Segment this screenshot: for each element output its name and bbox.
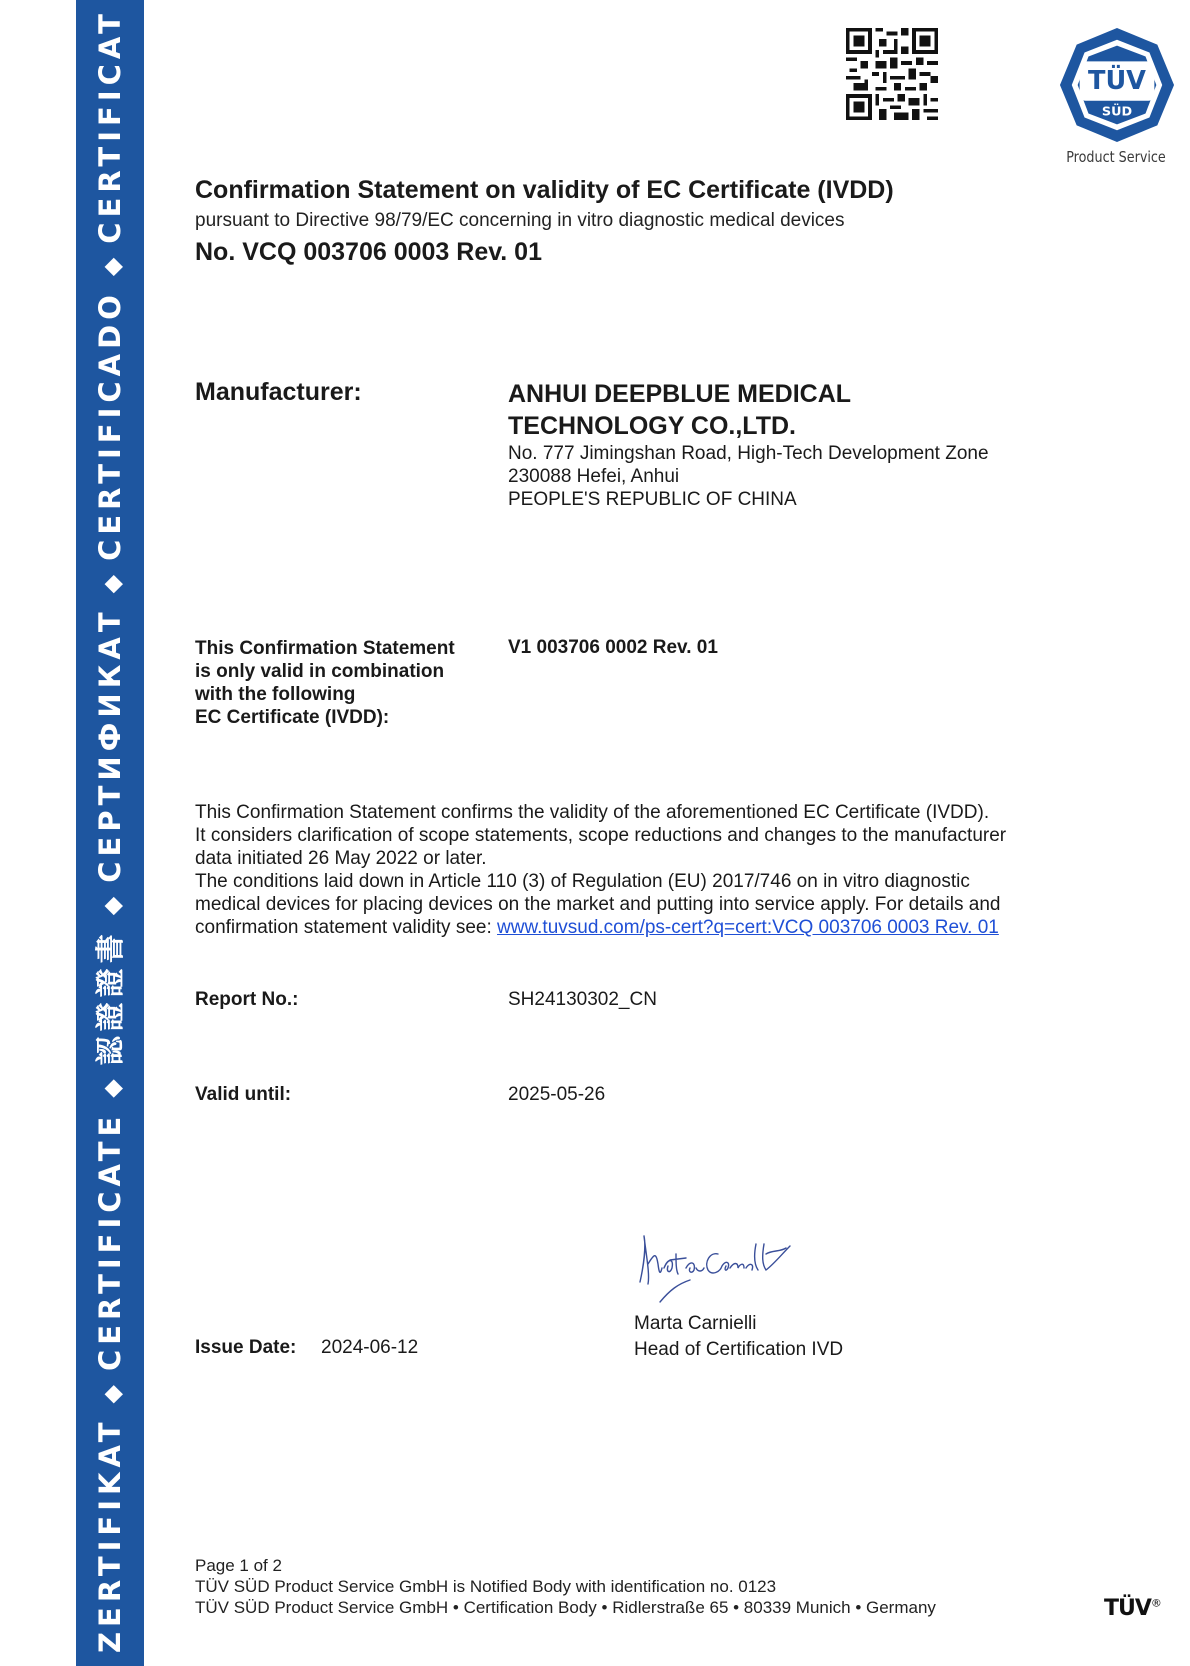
band-separator: ◆	[98, 1385, 126, 1404]
valid-until-value: 2025-05-26	[508, 1084, 606, 1105]
condition-label-line: with the following	[195, 684, 356, 705]
manufacturer-name	[508, 378, 851, 442]
condition-label-line: EC Certificate (IVDD):	[195, 707, 390, 728]
footer-line: TÜV SÜD Product Service GmbH is Notified Body with identification no. 0123	[195, 1577, 777, 1596]
ec-certificate-number: V1 003706 0002 Rev. 01	[508, 637, 718, 658]
tuv-sud-logo	[1058, 26, 1176, 144]
certificate-number: No. VCQ 003706 0003 Rev. 01	[195, 238, 542, 266]
body-line: It considers clarification of scope statements, scope reductions and changes to the manufacturer	[195, 825, 1007, 846]
document-title: Confirmation Statement on validity of EC Certificate (IVDD)	[195, 176, 894, 204]
certificate-validity-link[interactable]: www.tuvsud.com/ps-cert?q=cert:VCQ 003706 0003 Rev. 01	[497, 917, 999, 938]
band-item: CERTIFICATE	[93, 1111, 127, 1372]
condition-label-line: This Confirmation Statement	[195, 638, 455, 659]
page-footer	[195, 1555, 936, 1618]
band-item: CERTIFICAT	[93, 9, 127, 244]
manufacturer-label: Manufacturer:	[195, 378, 362, 406]
condition-label-line: is only valid in combination	[195, 661, 445, 682]
signature	[630, 1224, 800, 1304]
band-item: CERTIFICADO	[93, 290, 127, 561]
report-number-label: Report No.:	[195, 989, 299, 1010]
registered-mark: ®	[1150, 1596, 1161, 1610]
address-line: PEOPLE'S REPUBLIC OF CHINA	[508, 489, 797, 510]
manufacturer-name-line: ANHUI DEEPBLUE MEDICAL	[508, 380, 852, 408]
manufacturer-name-line: TECHNOLOGY CO.,LTD.	[508, 412, 796, 440]
band-separator: ◆	[98, 257, 126, 277]
signer-name: Marta Carnielli	[634, 1313, 757, 1334]
body-line: The conditions laid down in Article 110 (3) of Regulation (EU) 2017/746 on in vitro diagnostic	[195, 871, 970, 892]
body-line-prefix: confirmation statement validity see:	[195, 917, 498, 938]
manufacturer-address	[508, 442, 989, 511]
band-separator: ◆	[98, 574, 126, 594]
band-item: 認證證書	[93, 929, 127, 1066]
logo-top-text: TÜV	[1088, 65, 1146, 96]
band-item: ZERTIFIKAT	[93, 1417, 127, 1653]
body-line: data initiated 26 May 2022 or later.	[195, 848, 487, 869]
footer-line: TÜV SÜD Product Service GmbH • Certification Body • Ridlerstraße 65 • 80339 Munich • Germany	[195, 1598, 936, 1617]
document-subtitle: pursuant to Directive 98/79/EC concerning in vitro diagnostic medical devices	[195, 210, 845, 231]
logo-bottom-text: SÜD	[1101, 104, 1133, 120]
confirmation-text	[195, 801, 1075, 939]
page-number: Page 1 of 2	[195, 1556, 282, 1575]
signer-title: Head of Certification IVD	[634, 1339, 844, 1360]
signer-block	[634, 1311, 843, 1363]
report-number-value: SH24130302_CN	[508, 989, 657, 1010]
footer-tuv-logo	[1104, 1596, 1161, 1621]
band-item: СЕРТИФИКАТ	[93, 607, 127, 883]
issue-date-label: Issue Date:	[195, 1337, 297, 1358]
band-separator: ◆	[98, 896, 126, 916]
issue-date-value: 2024-06-12	[321, 1337, 419, 1358]
logo-caption: Product Service	[1066, 148, 1166, 166]
body-line: medical devices for placing devices on the market and putting into service apply. For details and	[195, 894, 1001, 915]
qr-code	[846, 28, 938, 120]
band-separator: ◆	[98, 1079, 126, 1098]
address-line: 230088 Hefei, Anhui	[508, 466, 680, 487]
body-line: This Confirmation Statement confirms the validity of the aforementioned EC Certificate (IVDD).	[195, 802, 990, 823]
valid-until-label: Valid until:	[195, 1084, 292, 1105]
side-band-text	[88, 9, 132, 1653]
body-line	[195, 916, 1075, 939]
footer-logo-text: TÜV	[1104, 1596, 1151, 1621]
address-line: No. 777 Jimingshan Road, High-Tech Development Zone	[508, 443, 989, 464]
validity-condition-label	[195, 637, 495, 729]
